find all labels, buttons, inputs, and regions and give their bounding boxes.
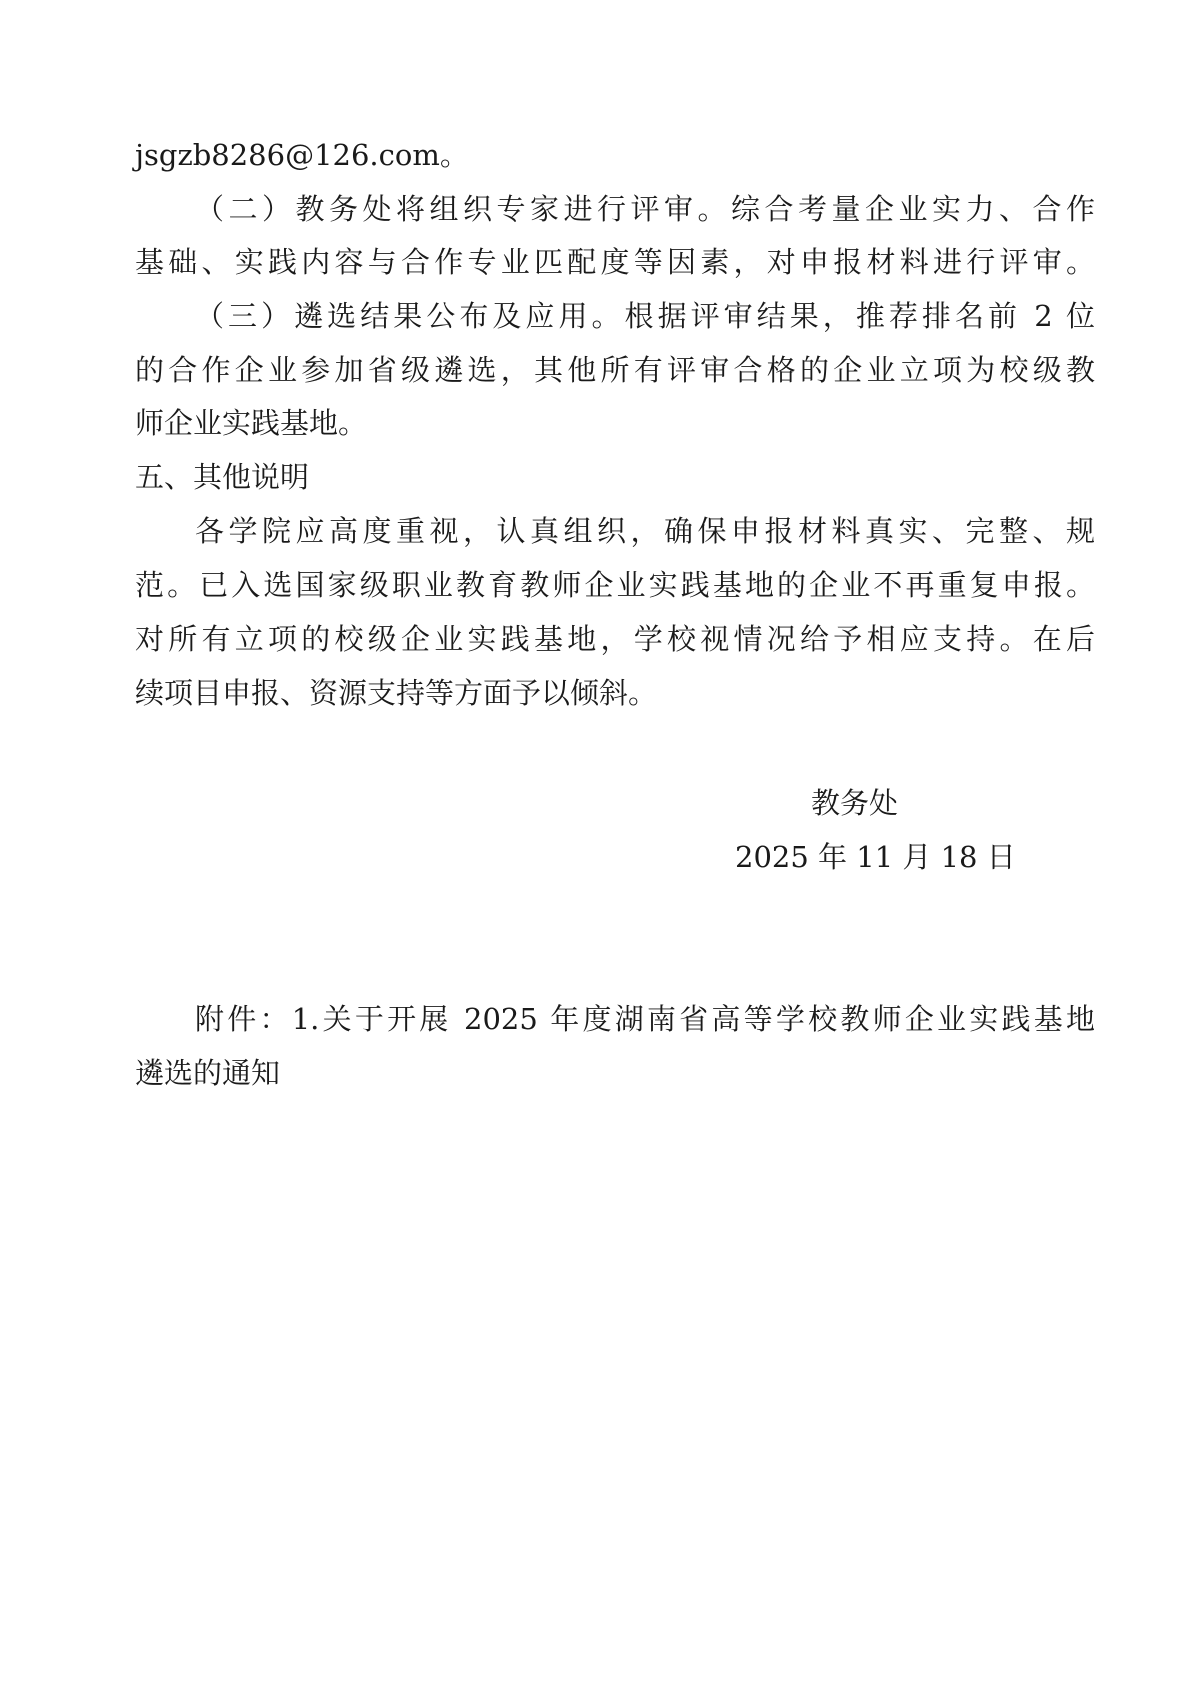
attachment-line-1: 附件：1.关于开展 2025 年度湖南省高等学校教师企业实践基地 — [195, 1002, 1095, 1036]
email-line: jsgzb8286@126.com。 — [135, 138, 469, 172]
section-heading-other: 五、其他说明 — [135, 460, 310, 494]
paragraph-review-line-1: （二）教务处将组织专家进行评审。综合考量企业实力、合作 — [195, 192, 1095, 226]
paragraph-other-line-2: 范。已入选国家级职业教育教师企业实践基地的企业不再重复申报。 — [135, 568, 1095, 602]
paragraph-review-line-2: 基础、实践内容与合作专业匹配度等因素，对申报材料进行评审。 — [135, 245, 1095, 279]
paragraph-other-line-1: 各学院应高度重视，认真组织，确保申报材料真实、完整、规 — [195, 514, 1095, 548]
paragraph-results-line-2: 的合作企业参加省级遴选，其他所有评审合格的企业立项为校级教 — [135, 353, 1095, 387]
paragraph-results-line-1: （三）遴选结果公布及应用。根据评审结果，推荐排名前 2 位 — [195, 299, 1095, 333]
paragraph-other-line-3: 对所有立项的校级企业实践基地，学校视情况给予相应支持。在后 — [135, 622, 1095, 656]
signature-date: 2025 年 11 月 18 日 — [735, 840, 1016, 874]
attachment-line-2: 遴选的通知 — [135, 1056, 281, 1090]
paragraph-other-line-4: 续项目申报、资源支持等方面予以倾斜。 — [135, 676, 658, 710]
signature-org: 教务处 — [811, 786, 899, 820]
paragraph-results-line-3: 师企业实践基地。 — [135, 406, 368, 440]
